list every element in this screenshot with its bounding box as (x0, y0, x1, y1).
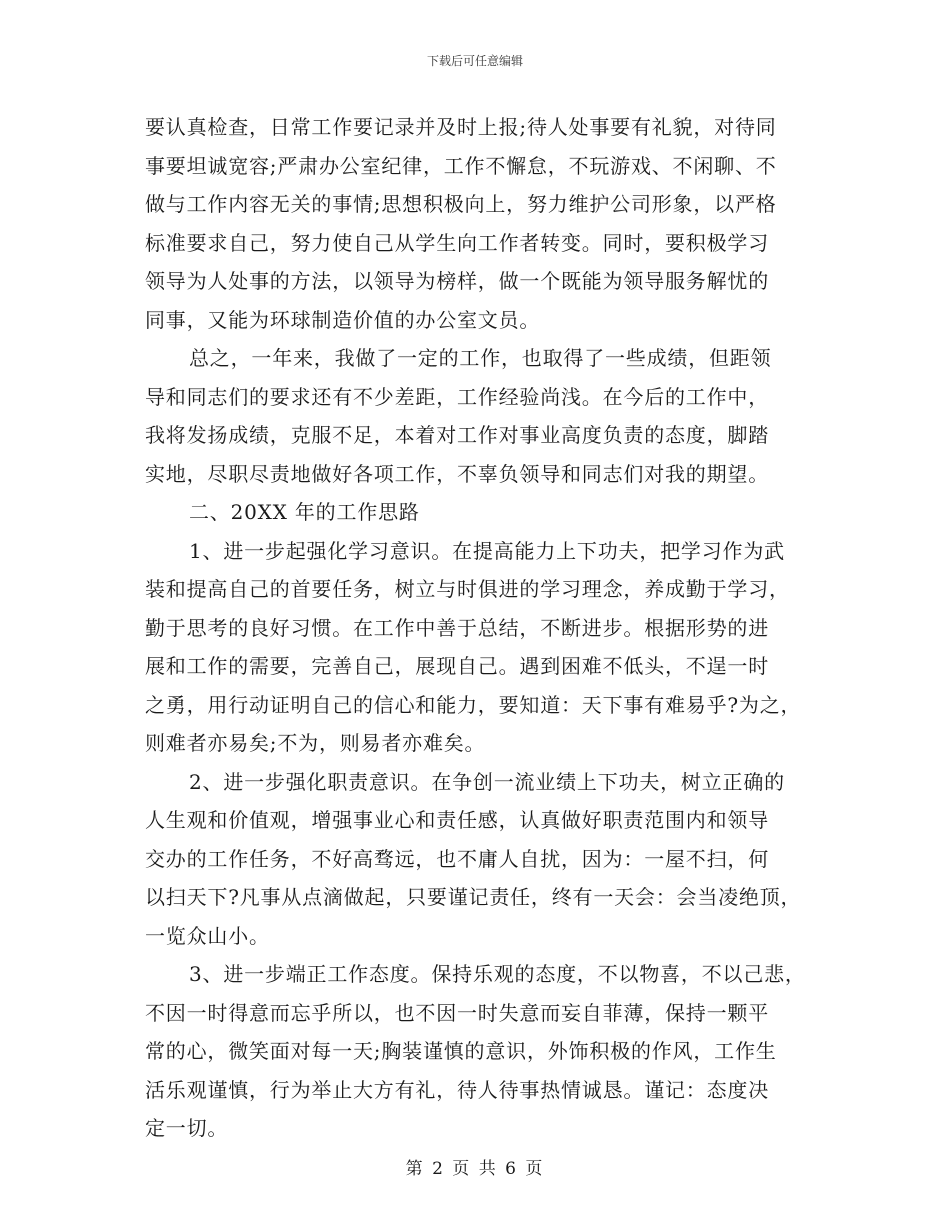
text-line: 活乐观谨慎，行为举止大方有礼，待人待事热情诚恳。谨记：态度决 (145, 1077, 769, 1102)
text-line: 以扫天下?凡事从点滴做起，只要谨记责任，终有一天会：会当凌绝顶， (145, 885, 802, 909)
text-line: 装和提高自己的首要任务，树立与时俱进的学习理念，养成勤于学习， (145, 577, 790, 601)
text-line: 勤于思考的良好习惯。在工作中善于总结，不断进步。根据形势的进 (145, 615, 769, 640)
paragraph-start-line: 3、进一步端正工作态度。保持乐观的态度，不以物喜，不以己悲， (189, 962, 806, 986)
text-line: 要认真检查，日常工作要记录并及时上报;待人处事要有礼貌，对待同 (145, 115, 777, 139)
paragraph-start-line: 总之，一年来，我做了一定的工作，也取得了一些成绩，但距领 (189, 346, 772, 370)
text-line: 人生观和价值观，增强事业心和责任感，认真做好职责范围内和领导 (145, 808, 769, 832)
text-line: 做与工作内容无关的事情;思想积极向上，努力维护公司形象，以严格 (145, 192, 777, 216)
text-line: 一览众山小。 (145, 923, 270, 948)
text-line: 常的心，微笑面对每一天;胸装谨慎的意识，外饰积极的作风，工作生 (145, 1039, 777, 1063)
document-body (145, 108, 817, 1148)
text-line: 标准要求自己，努力使自己从学生向工作者转变。同时，要积极学习 (145, 230, 769, 255)
text-line: 导和同志们的要求还有不少差距，工作经验尚浅。在今后的工作中， (145, 384, 769, 409)
page-number: 第 2 页 共 6 页 (405, 1159, 545, 1179)
text-line: 展和工作的需要，完善自己，展现自己。遇到困难不低头，不逞一时 (145, 654, 769, 678)
text-line: 事要坦诚宽容;严肃办公室纪律，工作不懈怠，不玩游戏、不闲聊、不 (145, 153, 777, 178)
text-line: 不因一时得意而忘乎所以，也不因一时失意而妄自菲薄，保持一颗平 (145, 1000, 769, 1025)
text-line: 实地，尽职尽责地做好各项工作，不辜负领导和同志们对我的期望。 (145, 461, 769, 486)
text-line: 定一切。 (145, 1116, 229, 1140)
text-line: 交办的工作任务，不好高骛远，也不庸人自扰，因为：一屋不扫，何 (145, 846, 769, 871)
text-line: 之勇，用行动证明自己的信心和能力，要知道：天下事有难易乎?为之， (145, 692, 802, 717)
text-line: 同事，又能为环球制造价值的办公室文员。 (145, 307, 541, 332)
section-heading: 二、20XX 年的工作思路 (189, 500, 420, 524)
text-line: 我将发扬成绩，克服不足，本着对工作对事业高度负责的态度，脚踏 (145, 423, 769, 447)
paragraph-start-line: 1、进一步起强化学习意识。在提高能力上下功夫，把学习作为武 (189, 538, 785, 563)
text-line: 则难者亦易矣;不为，则易者亦难矣。 (145, 731, 486, 755)
paragraph-start-line: 2、进一步强化职责意识。在争创一流业绩上下功夫，树立正确的 (189, 769, 785, 794)
page-header: 下载后可任意编辑 (426, 54, 523, 68)
text-line: 领导为人处事的方法，以领导为榜样，做一个既能为领导服务解忧的 (145, 269, 769, 293)
